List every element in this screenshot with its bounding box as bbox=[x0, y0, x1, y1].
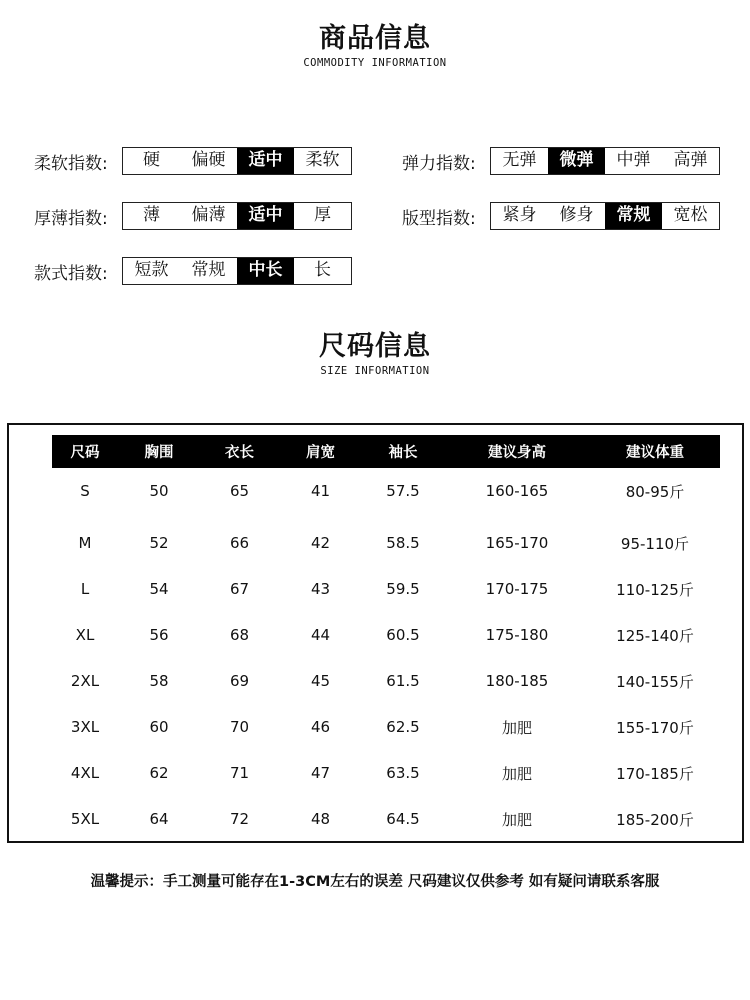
table-row bbox=[52, 514, 720, 566]
attr-option: 偏硬 bbox=[191, 150, 226, 170]
size-title: 尺码信息 bbox=[319, 331, 431, 362]
table-cell: XL bbox=[75, 626, 95, 644]
attr-option: 微弹 bbox=[548, 148, 605, 174]
size-table-header bbox=[52, 435, 720, 468]
attr-option: 短款 bbox=[134, 260, 169, 280]
table-cell: 45 bbox=[310, 672, 331, 690]
table-cell: L bbox=[80, 580, 90, 598]
attr-scale bbox=[122, 147, 352, 175]
table-cell: 加肥 bbox=[501, 718, 532, 737]
measurement-tip: 温馨提示：手工测量可能存在1-3CM左右的误差 尺码建议仅供参考 如有疑问请联系客服 bbox=[90, 874, 660, 890]
table-cell: 59.5 bbox=[386, 580, 420, 598]
attr-option: 偏薄 bbox=[191, 205, 226, 225]
table-cell: 110-125斤 bbox=[616, 580, 694, 599]
table-cell: 62.5 bbox=[386, 718, 420, 736]
table-cell: 41 bbox=[310, 482, 331, 500]
attr-option: 厚 bbox=[314, 205, 331, 225]
table-cell: S bbox=[80, 482, 90, 500]
table-row bbox=[52, 658, 720, 704]
table-cell: 42 bbox=[310, 534, 331, 552]
column-header: 建议身高 bbox=[444, 435, 590, 468]
column-header: 衣长 bbox=[200, 435, 279, 468]
column-header: 肩宽 bbox=[279, 435, 362, 468]
table-cell: 58 bbox=[149, 672, 169, 690]
attr-option: 硬 bbox=[143, 150, 160, 170]
attr-label: 款式指数: bbox=[34, 263, 108, 284]
table-cell: 58.5 bbox=[386, 534, 420, 552]
commodity-heading bbox=[0, 16, 750, 69]
table-cell: 52 bbox=[149, 534, 169, 552]
table-cell: 69 bbox=[229, 672, 250, 690]
table-cell: 125-140斤 bbox=[616, 626, 694, 645]
attr-elasticity bbox=[402, 146, 720, 176]
table-cell: 54 bbox=[149, 580, 169, 598]
attr-option: 薄 bbox=[143, 205, 160, 225]
table-cell: 180-185 bbox=[485, 672, 549, 690]
table-cell: 72 bbox=[229, 810, 250, 828]
table-cell: 2XL bbox=[70, 672, 100, 690]
size-table-frame bbox=[7, 423, 744, 843]
commodity-title: 商品信息 bbox=[319, 23, 431, 54]
attr-scale bbox=[122, 257, 352, 285]
attr-label: 柔软指数: bbox=[34, 153, 108, 174]
table-cell: 65 bbox=[229, 482, 250, 500]
table-row bbox=[52, 566, 720, 612]
column-header: 胸围 bbox=[118, 435, 200, 468]
column-header: 袖长 bbox=[362, 435, 444, 468]
table-cell: 67 bbox=[229, 580, 250, 598]
table-cell: 64.5 bbox=[386, 810, 420, 828]
commodity-subtitle: COMMODITY INFORMATION bbox=[303, 57, 447, 69]
attr-scale bbox=[122, 202, 352, 230]
table-cell: 44 bbox=[310, 626, 331, 644]
attr-thickness bbox=[34, 201, 352, 231]
attr-label: 版型指数: bbox=[402, 208, 476, 229]
table-cell: 62 bbox=[149, 764, 169, 782]
table-cell: 46 bbox=[310, 718, 331, 736]
table-cell: 170-185斤 bbox=[616, 764, 694, 783]
attr-option: 中弹 bbox=[616, 150, 651, 170]
attr-option: 常规 bbox=[605, 203, 662, 229]
attr-scale bbox=[490, 202, 720, 230]
table-cell: 155-170斤 bbox=[616, 718, 694, 737]
table-cell: 64 bbox=[149, 810, 169, 828]
attr-option: 高弹 bbox=[673, 150, 708, 170]
table-cell: 66 bbox=[229, 534, 250, 552]
table-cell: 4XL bbox=[70, 764, 100, 782]
attr-option: 适中 bbox=[237, 203, 294, 229]
size-subtitle: SIZE INFORMATION bbox=[320, 365, 430, 377]
attr-option: 长 bbox=[314, 260, 331, 280]
attr-option: 常规 bbox=[191, 260, 226, 280]
attr-scale bbox=[490, 147, 720, 175]
table-cell: 95-110斤 bbox=[620, 534, 690, 553]
table-row bbox=[52, 468, 720, 514]
table-cell: 43 bbox=[310, 580, 331, 598]
table-cell: 63.5 bbox=[386, 764, 420, 782]
table-cell: 60.5 bbox=[386, 626, 420, 644]
table-cell: 170-175 bbox=[485, 580, 549, 598]
table-cell: 165-170 bbox=[485, 534, 549, 552]
table-cell: 57.5 bbox=[386, 482, 420, 500]
attr-label: 弹力指数: bbox=[402, 153, 476, 174]
table-cell: 47 bbox=[310, 764, 331, 782]
table-cell: 3XL bbox=[70, 718, 100, 736]
table-row bbox=[52, 612, 720, 658]
table-row bbox=[52, 750, 720, 796]
table-row bbox=[52, 796, 720, 842]
table-cell: 185-200斤 bbox=[616, 810, 694, 829]
table-cell: 48 bbox=[310, 810, 331, 828]
attr-option: 适中 bbox=[237, 148, 294, 174]
attr-label: 厚薄指数: bbox=[34, 208, 108, 229]
table-cell: 加肥 bbox=[501, 764, 532, 783]
table-cell: 60 bbox=[149, 718, 169, 736]
attr-fit bbox=[402, 201, 720, 231]
attr-option: 中长 bbox=[237, 258, 294, 284]
attr-softness bbox=[34, 146, 352, 176]
column-header: 尺码 bbox=[52, 435, 118, 468]
table-cell: 80-95斤 bbox=[625, 482, 685, 501]
table-cell: 68 bbox=[229, 626, 250, 644]
table-cell: 56 bbox=[149, 626, 169, 644]
size-table-body bbox=[52, 468, 720, 842]
attr-option: 宽松 bbox=[673, 205, 708, 225]
table-cell: 5XL bbox=[70, 810, 100, 828]
table-cell: 70 bbox=[229, 718, 250, 736]
table-cell: 160-165 bbox=[485, 482, 549, 500]
table-cell: 71 bbox=[229, 764, 250, 782]
size-table bbox=[52, 435, 720, 842]
table-cell: 140-155斤 bbox=[616, 672, 694, 691]
attr-length bbox=[34, 256, 352, 286]
attr-option: 紧身 bbox=[502, 205, 537, 225]
column-header: 建议体重 bbox=[590, 435, 720, 468]
attr-option: 无弹 bbox=[502, 150, 537, 170]
table-cell: 61.5 bbox=[386, 672, 420, 690]
table-cell: 175-180 bbox=[485, 626, 549, 644]
table-cell: M bbox=[78, 534, 92, 552]
size-heading bbox=[0, 324, 750, 377]
table-row bbox=[52, 704, 720, 750]
attr-option: 柔软 bbox=[305, 150, 340, 170]
table-cell: 加肥 bbox=[501, 810, 532, 829]
attr-option: 修身 bbox=[559, 205, 594, 225]
table-cell: 50 bbox=[149, 482, 169, 500]
